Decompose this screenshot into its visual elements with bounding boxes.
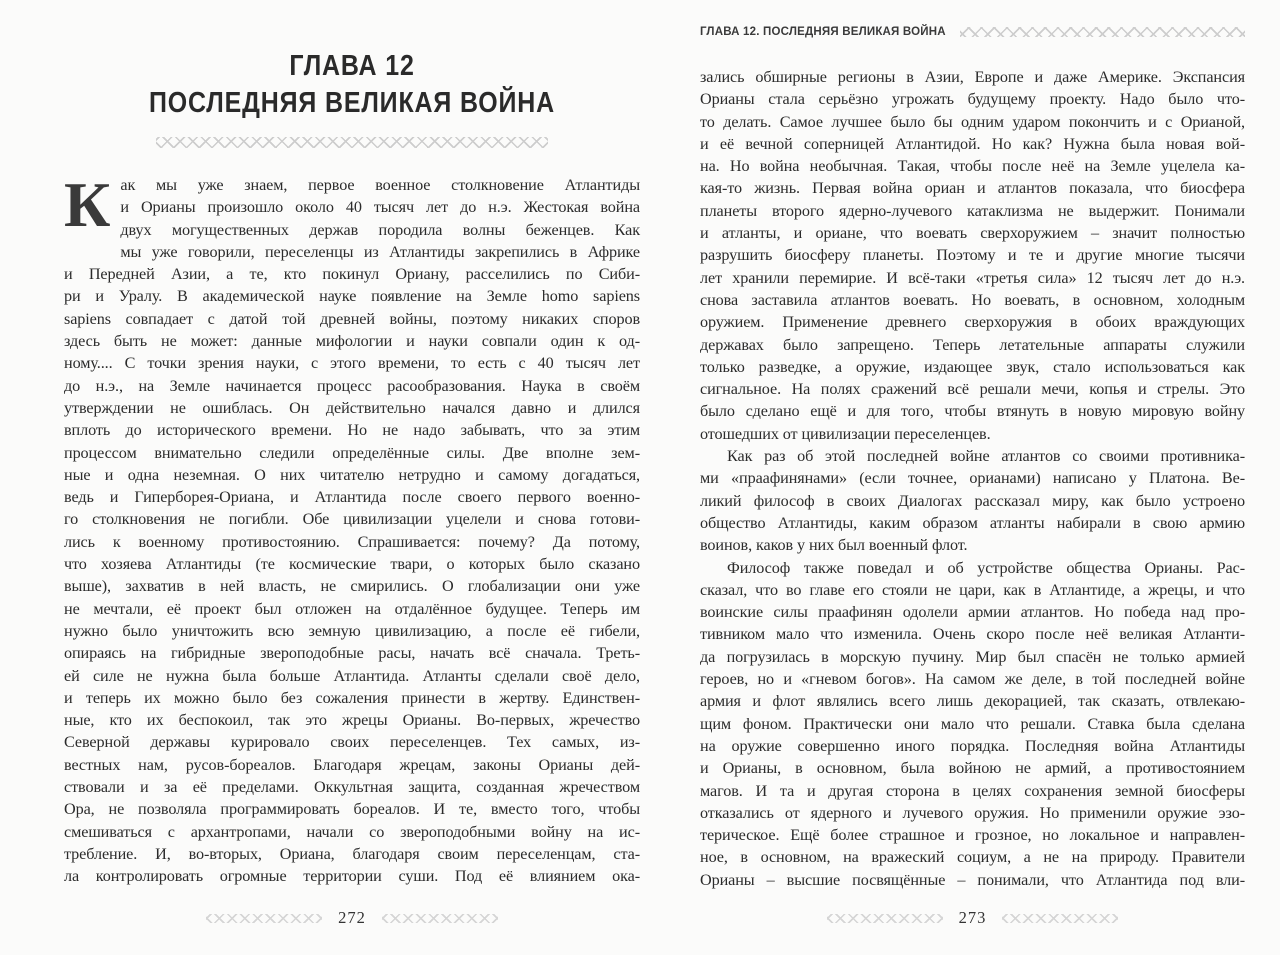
running-header-text: ГЛАВА 12. ПОСЛЕДНЯЯ ВЕЛИКАЯ ВОЙНА (700, 25, 946, 38)
text-line: общество Атлантиды, каким образом атланты набирали в свою армию (700, 513, 1245, 532)
page-number-left: 272 (338, 908, 366, 927)
text-line: зались обширные регионы в Азии, Европе и даже Америке. Экспансия (700, 68, 1245, 86)
text-line: сигнальное. На полях сражений всё решали мечи, копья и стрелы. Это (700, 380, 1245, 399)
paragraph (64, 169, 640, 888)
text-line: ла контролировать огромные территории суши. Под её влиянием ока- (64, 867, 640, 886)
text-line: ей силе не нужна была больше Атлантида. Атланты сделали своё дело, (64, 666, 640, 685)
text-line: тивником мало что изменила. Очень скоро после неё великая Атланти- (700, 625, 1245, 644)
text-line: здесь быть не может: данные мифологии и науки совпали один к од- (64, 332, 640, 351)
left-page-text (64, 169, 640, 888)
ornament-band (156, 137, 548, 148)
text-line: процессом внимательно следили определённые силы. Две вполне зем- (64, 443, 640, 462)
text-line: Философ также поведал и об устройстве общества Орианы. Рас- (727, 558, 1245, 577)
text-line: двух могущественных держав породила волны беженцев. Как (120, 220, 640, 239)
text-line: и её вечной соперницей Атлантидой. Но как? Нужна была новая вой- (700, 134, 1245, 153)
text-line: планеты второго ядерно-лучевого катаклизма не выдержит. Понимали (700, 201, 1245, 220)
text-line: ри и Уралу. В академической науке появление на Земле homo sapiens (64, 287, 640, 306)
text-line: лет хранили перемирие. И всё-таки «третья сила» 12 тысяч лет до н.э. (700, 268, 1245, 287)
paragraph (700, 557, 1245, 891)
text-line: магов. И та и другая сторона в целях сохранения земной биосферы (700, 781, 1245, 800)
text-line: только разведке, а оружие, издающее звук, стало использоваться как (700, 357, 1245, 376)
text-line: отошедших от цивилизации переселенцев. (700, 424, 991, 443)
text-line: воинские силы праафинян одолели армии атлантов. Но победа над про- (700, 603, 1245, 622)
text-line: ми «праафинянами» (если точнее, орианами) написано у Платона. Ве- (700, 469, 1245, 488)
right-page-text (700, 66, 1245, 891)
text-line: го столкновения не погибли. Обе цивилизации уцелели и снова готови- (64, 510, 640, 529)
text-line: щим фоном. Практически они мало что решали. Ставка была сделана (700, 714, 1245, 733)
text-line: ствовали и за её пределами. Оккультная защита, созданная жречеством (64, 778, 640, 797)
text-line: снова заставила атлантов воевать. Но воевать, в основном, холодным (700, 290, 1245, 309)
text-line: державах было запрещено. Теперь летательные аппараты служили (700, 335, 1245, 354)
text-line: и Орианы, в основном, была войною не армий, а противостоянием (700, 759, 1245, 778)
text-line: ведь и Гиперборея-Ориана, и Атлантида после своего первого военно- (64, 488, 640, 507)
text-line: Орианы – высшие посвящённые – понимали, что Атлантида под вли- (700, 870, 1245, 889)
text-line: выше), захватив в ней власть, не смирились. О глобализации они уже (64, 577, 640, 596)
text-line: и Орианы произошло около 40 тысяч лет до н.э. Жестокая война (120, 198, 640, 217)
text-line: не мечтали, её проект был отложен на отдалённое будущее. Теперь им (64, 599, 640, 618)
text-line: ному.... С точки зрения науки, с этого времени, то есть с 40 тысяч лет (64, 354, 640, 373)
drop-cap: К (64, 169, 111, 240)
text-line: терическое. Ещё более страшное и грозное, но локальное и направлен- (700, 826, 1245, 845)
left-page-body (64, 169, 640, 888)
right-page (700, 24, 1245, 891)
chapter-number: ГЛАВА 12 (289, 50, 415, 82)
text-line: ликий философ в своих Диалогах рассказал миру, как было устроено (700, 491, 1245, 510)
text-line: нужно было уничтожить всю земную цивилизацию, а после её гибели, (64, 621, 640, 640)
text-line: мы уже говорили, переселенцы из Атлантиды закрепились в Африке (120, 242, 640, 261)
text-line: опираясь на гибридные звероподобные расы, начать всё сначала. Треть- (64, 644, 640, 663)
text-line: Северной державы курировало своих переселенцев. Тех самых, из- (64, 733, 640, 752)
text-line: утверждении не ошиблась. Он действительно начался давно и длился (64, 398, 640, 417)
text-line: на. Но война необычная. Такая, чтобы после неё на Земле уцелела ка- (700, 157, 1245, 176)
text-line: Ора, не позволяла программировать бореалов. И те, вместо того, чтобы (64, 800, 640, 819)
left-page (64, 48, 640, 888)
text-line: Орианы стала серьёзно угрожать будущему проекту. Надо было что- (700, 90, 1245, 109)
text-line: и Передней Азии, а те, кто покинул Ориану, расселились по Сиби- (64, 265, 640, 284)
text-line: героев, но и «гневом богов». На самом же деле, в той последней войне (700, 670, 1245, 689)
text-line: и теперь их можно было без сожаления принести в жертву. Единствен- (64, 688, 640, 707)
ornament-band (1002, 914, 1118, 923)
paragraph (700, 445, 1245, 556)
text-line: отказались от ядерного и лучевого оружия. Но применили оружие эзо- (700, 803, 1245, 822)
text-line: да погрузилась в морскую пучину. Мир был спасён не только армией (700, 647, 1245, 666)
text-line: кая-то жизнь. Первая война ориан и атлантов показала, что биосфера (700, 179, 1245, 198)
page-number-right: 273 (958, 908, 987, 927)
text-line: что хозяева Атлантиды (те космические твари, о которых было сказано (64, 555, 640, 574)
text-line: оружием. Применение древнего сверхоружия в обоих враждующих (700, 313, 1245, 332)
text-line: ное, в основном, на вражеский социум, а не на природу. Правители (700, 848, 1245, 867)
chapter-heading (64, 48, 640, 122)
text-line: до н.э., на Земле начинается процесс расообразования. Наука в своём (64, 376, 640, 395)
text-line: смешиваться с архантропами, начали со звероподобными войну на ис- (64, 822, 640, 841)
text-line: лись к военному противостоянию. Спрашивается: почему? Да потому, (64, 532, 640, 551)
right-page-footer (700, 908, 1245, 928)
running-header (700, 24, 1245, 39)
text-line: ные и одна неземная. О них читателю нетрудно и самому догадаться, (64, 465, 640, 484)
text-line: ные, кто их беспокоил, так это жрецы Орианы. Во-первых, жречество (64, 711, 640, 730)
ornament-band (960, 27, 1245, 37)
ornament-band (382, 914, 498, 923)
text-line: было сделано ещё и для того, чтобы втянуть в новую мировую войну (700, 402, 1245, 421)
text-line: Как раз об этой последней войне атлантов со своими противника- (727, 447, 1245, 466)
text-line: на оружие совершенно иного порядка. Последняя война Атлантиды (700, 736, 1245, 755)
text-line: требление. И, во-вторых, Ориана, благодаря своим переселенцам, ста- (64, 844, 640, 863)
text-line: воинов, каков у них был военный флот. (700, 536, 968, 555)
chapter-title: ПОСЛЕДНЯЯ ВЕЛИКАЯ ВОЙНА (148, 87, 556, 119)
text-line: разрушить биосферу планеты. Поэтому и те и другие многие тысячи (700, 246, 1245, 265)
text-line: вестных нам, русов-бореалов. Благодаря жрецам, законы Орианы дей- (64, 755, 640, 774)
paragraph (700, 66, 1245, 445)
text-line: армия и флот являлись всего лишь декорацией, так сказать, отвлекаю- (700, 692, 1245, 711)
right-page-body (700, 66, 1245, 891)
text-line: то делать. Самое лучшее было бы одним ударом покончить и с Орианой, (700, 112, 1245, 131)
ornament-band (206, 914, 322, 923)
text-line: вплоть до исторического времени. Но не надо забывать, что за этим (64, 421, 640, 440)
text-line: sapiens совпадает с датой той древней войны, поэтому никаких споров (64, 309, 640, 328)
text-line: сказал, что во главе его стояли не цари, как в Атлантиде, а жрецы, и что (700, 580, 1245, 599)
left-page-footer (64, 908, 640, 928)
ornament-band (827, 914, 943, 923)
text-line: ак мы уже знаем, первое военное столкновение Атлантиды (120, 176, 640, 194)
text-line: и атланты, и ориане, что воевать сверхоружием – значит полностью (700, 224, 1245, 243)
